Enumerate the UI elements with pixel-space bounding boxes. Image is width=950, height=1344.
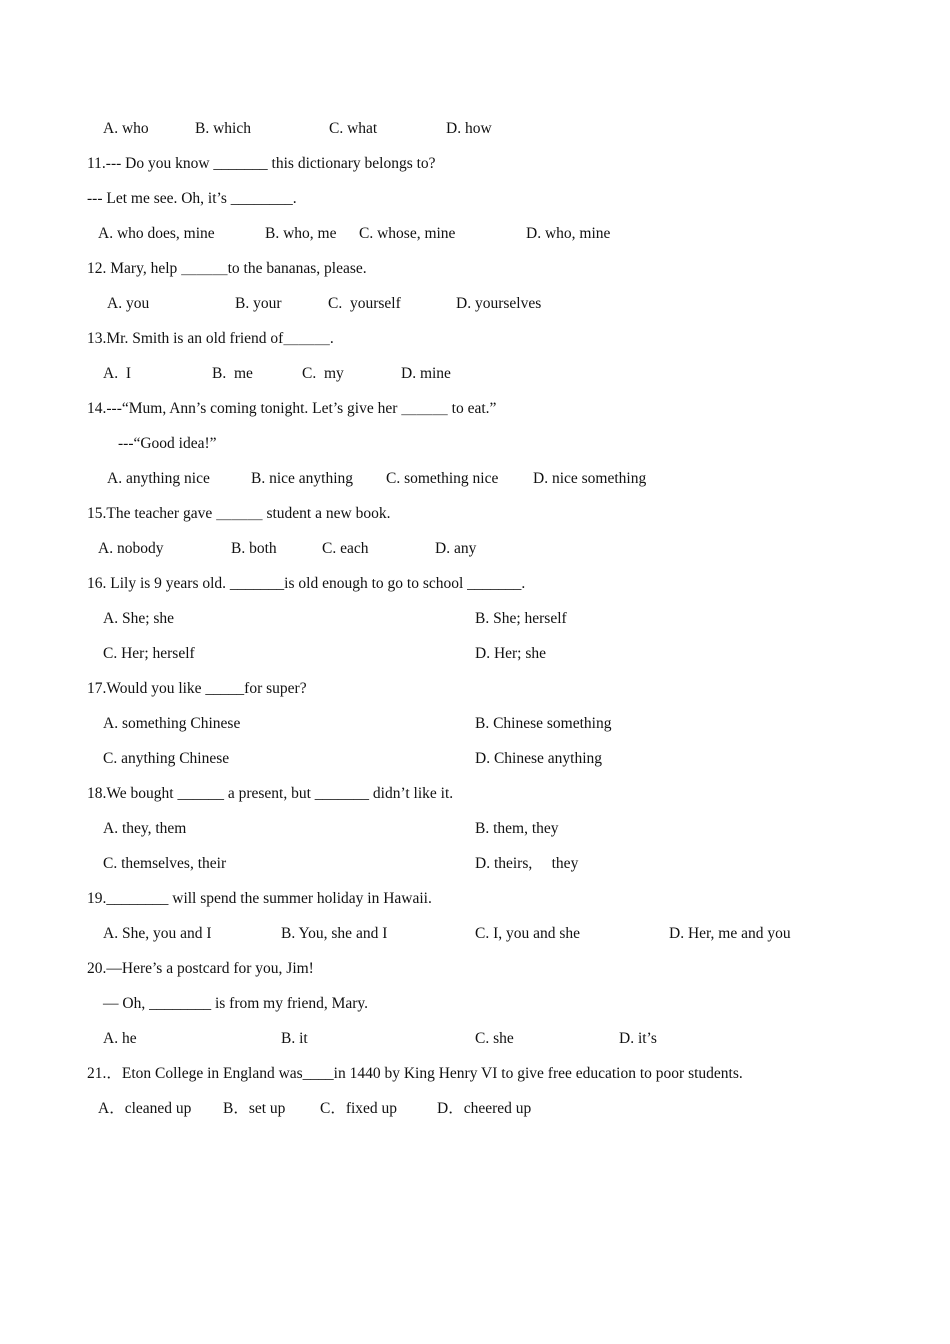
question-14-option-a: A. anything nice — [107, 470, 210, 487]
question-12-option-b: B. your — [235, 295, 282, 312]
question-15-option-b: B. both — [231, 540, 277, 557]
question-14-stem: 14.---“Mum, Ann’s coming tonight. Let’s give her ＿＿＿ to eat.” — [87, 400, 497, 417]
question-18-option-a: A. they, them — [103, 820, 187, 837]
question-17-option-c: C. anything Chinese — [103, 750, 230, 767]
question-12-option-c: C. yourself — [328, 295, 401, 312]
question-16-option-b: B. She; herself — [475, 610, 567, 627]
question-13-option-c: C. my — [302, 365, 344, 382]
question-19-option-b: B. You, she and I — [281, 925, 388, 942]
question-20-option-a: A. he — [103, 1030, 137, 1047]
question-21-option-c: C．fixed up — [320, 1100, 398, 1117]
question-14-option-d: D. nice something — [533, 470, 647, 487]
question-19-stem: 19.________ will spend the summer holiday in Hawaii. — [87, 890, 432, 907]
question-17-option-b: B. Chinese something — [475, 715, 612, 732]
question-20-response: — Oh, ________ is from my friend, Mary. — [103, 995, 369, 1012]
question-16-option-a: A. She; she — [103, 610, 175, 627]
question-14-option-b: B. nice anything — [251, 470, 354, 487]
prev-option-d: D. how — [446, 120, 492, 137]
question-15-option-d: D. any — [435, 540, 477, 557]
prev-option-c: C. what — [329, 120, 378, 137]
question-21-option-d: D．cheered up — [437, 1100, 532, 1117]
question-11-option-c: C. whose, mine — [359, 225, 456, 242]
question-19-option-a: A. She, you and I — [103, 925, 212, 942]
question-16-option-d: D. Her; she — [475, 645, 547, 662]
question-16-option-c: C. Her; herself — [103, 645, 195, 662]
question-11-option-d: D. who, mine — [526, 225, 611, 242]
question-20-stem: 20.—Here’s a postcard for you, Jim! — [87, 960, 314, 977]
question-12-option-a: A. you — [107, 295, 150, 312]
question-11-option-a: A. who does, mine — [98, 225, 215, 242]
prev-option-a: A. who — [103, 120, 149, 137]
question-20-option-b: B. it — [281, 1030, 308, 1047]
question-17-option-d: D. Chinese anything — [475, 750, 602, 767]
question-13-option-b: B. me — [212, 365, 253, 382]
question-20-option-c: C. she — [475, 1030, 514, 1047]
question-15-option-c: C. each — [322, 540, 369, 557]
question-17-option-a: A. something Chinese — [103, 715, 241, 732]
question-13-option-d: D. mine — [401, 365, 451, 382]
question-13-stem: 13.Mr. Smith is an old friend of＿＿＿. — [87, 330, 334, 347]
question-18-option-c: C. themselves, their — [103, 855, 227, 872]
question-18-stem: 18.We bought ______ a present, but _______ didn’t like it. — [87, 785, 454, 802]
question-16-stem: 16. Lily is 9 years old. _______is old enough to go to school _______. — [87, 575, 526, 592]
question-14-response: ---“Good idea!” — [118, 435, 217, 452]
question-19-option-d: D. Her, me and you — [669, 925, 791, 942]
question-11-response: --- Let me see. Oh, it’s ________. — [87, 190, 297, 207]
question-19-option-c: C. I, you and she — [475, 925, 581, 942]
question-14-option-c: C. something nice — [386, 470, 499, 487]
question-15-option-a: A. nobody — [98, 540, 164, 557]
question-18-option-b: B. them, they — [475, 820, 559, 837]
question-18-option-d: D. theirs, they — [475, 855, 579, 872]
question-21-option-a: A．cleaned up — [98, 1100, 192, 1117]
question-21-option-b: B．set up — [223, 1100, 286, 1117]
question-17-stem: 17.Would you like _____for super? — [87, 680, 307, 697]
question-12-stem: 12. Mary, help ＿＿＿to the bananas, please. — [87, 260, 367, 277]
question-21-stem: 21.．Eton College in England was____in 1440 by King Henry VI to give free education to poor students. — [87, 1065, 743, 1082]
question-20-option-d: D. it’s — [619, 1030, 657, 1047]
question-15-stem: 15.The teacher gave ＿＿＿ student a new book. — [87, 505, 391, 522]
question-11-option-b: B. who, me — [265, 225, 337, 242]
question-11-stem: 11.--- Do you know _______ this dictionary belongs to? — [87, 155, 436, 172]
question-12-option-d: D. yourselves — [456, 295, 542, 312]
question-13-option-a: A. I — [103, 365, 131, 382]
prev-option-b: B. which — [195, 120, 251, 137]
